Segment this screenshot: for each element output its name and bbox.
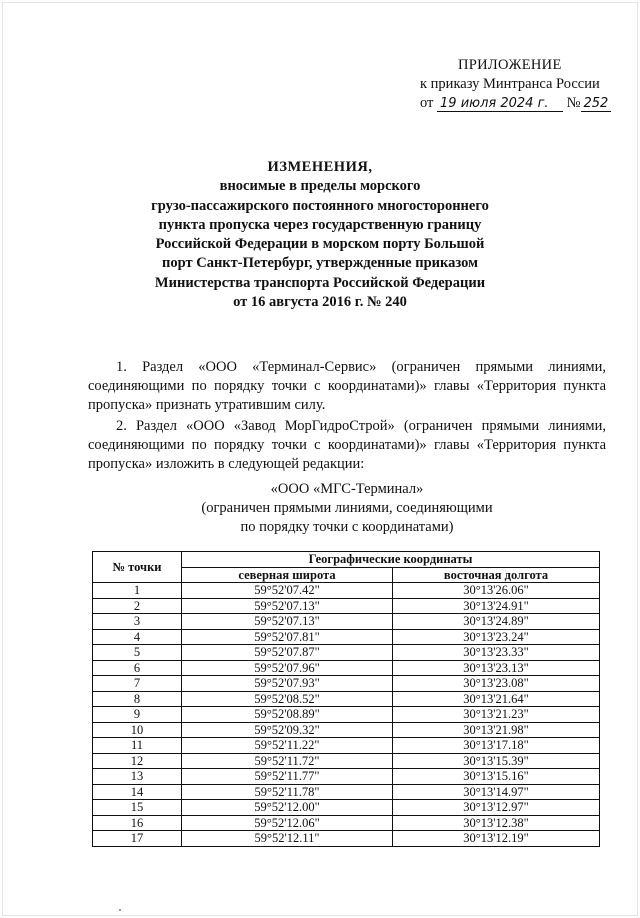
table-row (93, 707, 600, 723)
table-row (93, 722, 600, 738)
table-row (93, 645, 600, 661)
cell-lat: 59°52'07.42" (182, 583, 393, 599)
cell-lat: 59°52'07.87" (182, 645, 393, 661)
cell-lon: 30°13'23.08" (393, 676, 600, 692)
cell-lon: 30°13'24.89" (393, 614, 600, 630)
cell-point: 3 (93, 614, 182, 630)
section-name: «ООО «МГС-Терминал» (270, 481, 424, 497)
cell-lon: 30°13'15.16" (393, 769, 600, 785)
table-row (93, 784, 600, 800)
header-point-number: № точки (93, 552, 182, 583)
cell-lon: 30°13'12.38" (393, 815, 600, 831)
document-title (120, 158, 520, 312)
cell-lon: 30°13'23.33" (393, 645, 600, 661)
cell-point: 16 (93, 815, 182, 831)
cell-lat: 59°52'11.77" (182, 769, 393, 785)
cell-lat: 59°52'08.52" (182, 691, 393, 707)
cell-point: 13 (93, 769, 182, 785)
section-desc-line: (ограничен прямыми линиями, соединяющими (201, 500, 493, 516)
cell-lat: 59°52'11.78" (182, 784, 393, 800)
cell-lon: 30°13'26.06" (393, 583, 600, 599)
cell-lat: 59°52'12.06" (182, 815, 393, 831)
cell-point: 7 (93, 676, 182, 692)
section-heading (88, 480, 606, 537)
cell-lat: 59°52'07.81" (182, 629, 393, 645)
cell-lat: 59°52'07.93" (182, 676, 393, 692)
cell-point: 1 (93, 583, 182, 599)
table-row (93, 614, 600, 630)
cell-lat: 59°52'09.32" (182, 722, 393, 738)
cell-lat: 59°52'07.13" (182, 614, 393, 630)
title-line: порт Санкт-Петербург, утвержденные приказом (162, 255, 478, 272)
cell-point: 12 (93, 753, 182, 769)
section-desc-line: по порядку точки с координатами) (240, 519, 454, 535)
table-row (93, 800, 600, 816)
cell-lon: 30°13'21.23" (393, 707, 600, 723)
cell-point: 8 (93, 691, 182, 707)
cell-point: 15 (93, 800, 182, 816)
cell-lon: 30°13'15.39" (393, 753, 600, 769)
cell-lon: 30°13'14.97" (393, 784, 600, 800)
title-line: вносимые в пределы морского (219, 178, 421, 195)
cell-point: 4 (93, 629, 182, 645)
scan-speck (119, 909, 121, 911)
cell-lat: 59°52'11.72" (182, 753, 393, 769)
cell-lon: 30°13'12.19" (393, 831, 600, 847)
cell-point: 11 (93, 738, 182, 754)
table-row (93, 598, 600, 614)
cell-lat: 59°52'08.89" (182, 707, 393, 723)
cell-lon: 30°13'21.98" (393, 722, 600, 738)
table-row (93, 660, 600, 676)
cell-lon: 30°13'23.24" (393, 629, 600, 645)
title-line: от 16 августа 2016 г. № 240 (233, 294, 407, 311)
table-row (93, 753, 600, 769)
header-geo-coordinates: Географические координаты (182, 552, 600, 568)
appendix-order-line: к приказу Минтранса России (420, 76, 600, 92)
cell-point: 14 (93, 784, 182, 800)
table-row (93, 676, 600, 692)
cell-lat: 59°52'11.22" (182, 738, 393, 754)
cell-lon: 30°13'24.91" (393, 598, 600, 614)
table-row (93, 815, 600, 831)
cell-lon: 30°13'21.64" (393, 691, 600, 707)
cell-lon: 30°13'23.13" (393, 660, 600, 676)
coordinates-table (92, 551, 600, 847)
number-prefix: № (566, 95, 581, 111)
cell-point: 6 (93, 660, 182, 676)
cell-point: 5 (93, 645, 182, 661)
table-row (93, 629, 600, 645)
body-text (88, 358, 606, 474)
cell-point: 2 (93, 598, 182, 614)
cell-lat: 59°52'07.13" (182, 598, 393, 614)
date-prefix: от (420, 95, 434, 111)
handwritten-date: 19 июля 2024 г. (437, 96, 563, 112)
appendix-title: ПРИЛОЖЕНИЕ (458, 57, 562, 73)
table-row (93, 769, 600, 785)
paragraph-2: 2. Раздел «ООО «Завод МорГидроСтрой» (ограничен прямыми линиями, соединяющими по порядку точки с координатами)» главы «Территория пункта пропуска» изложить в следующей редакции: (88, 418, 606, 472)
table-row (93, 691, 600, 707)
cell-lat: 59°52'12.00" (182, 800, 393, 816)
table-row (93, 583, 600, 599)
title-line: Российской Федерации в морском порту Большой (155, 236, 485, 253)
cell-point: 10 (93, 722, 182, 738)
cell-lat: 59°52'12.11" (182, 831, 393, 847)
title-line: пункта пропуска через государственную границу (158, 216, 482, 233)
cell-point: 9 (93, 707, 182, 723)
table-row (93, 738, 600, 754)
title-line: грузо-пассажирского постоянного многостороннего (151, 197, 489, 214)
appendix-date-line (420, 94, 620, 113)
title-main: ИЗМЕНЕНИЯ, (267, 159, 373, 175)
appendix-block (420, 56, 620, 113)
header-longitude: восточная долгота (393, 567, 600, 583)
cell-lon: 30°13'17.18" (393, 738, 600, 754)
paragraph-1: 1. Раздел «ООО «Терминал-Сервис» (ограничен прямыми линиями, соединяющими по порядку точки с координатами)» главы «Территория пункта пропуска» признать утратившим силу. (88, 359, 606, 413)
title-line: Министерства транспорта Российской Федерации (154, 274, 486, 291)
cell-lat: 59°52'07.96" (182, 660, 393, 676)
table-row (93, 831, 600, 847)
header-latitude: северная широта (182, 567, 393, 583)
cell-point: 17 (93, 831, 182, 847)
cell-lon: 30°13'12.97" (393, 800, 600, 816)
handwritten-number: 252 (581, 96, 612, 112)
